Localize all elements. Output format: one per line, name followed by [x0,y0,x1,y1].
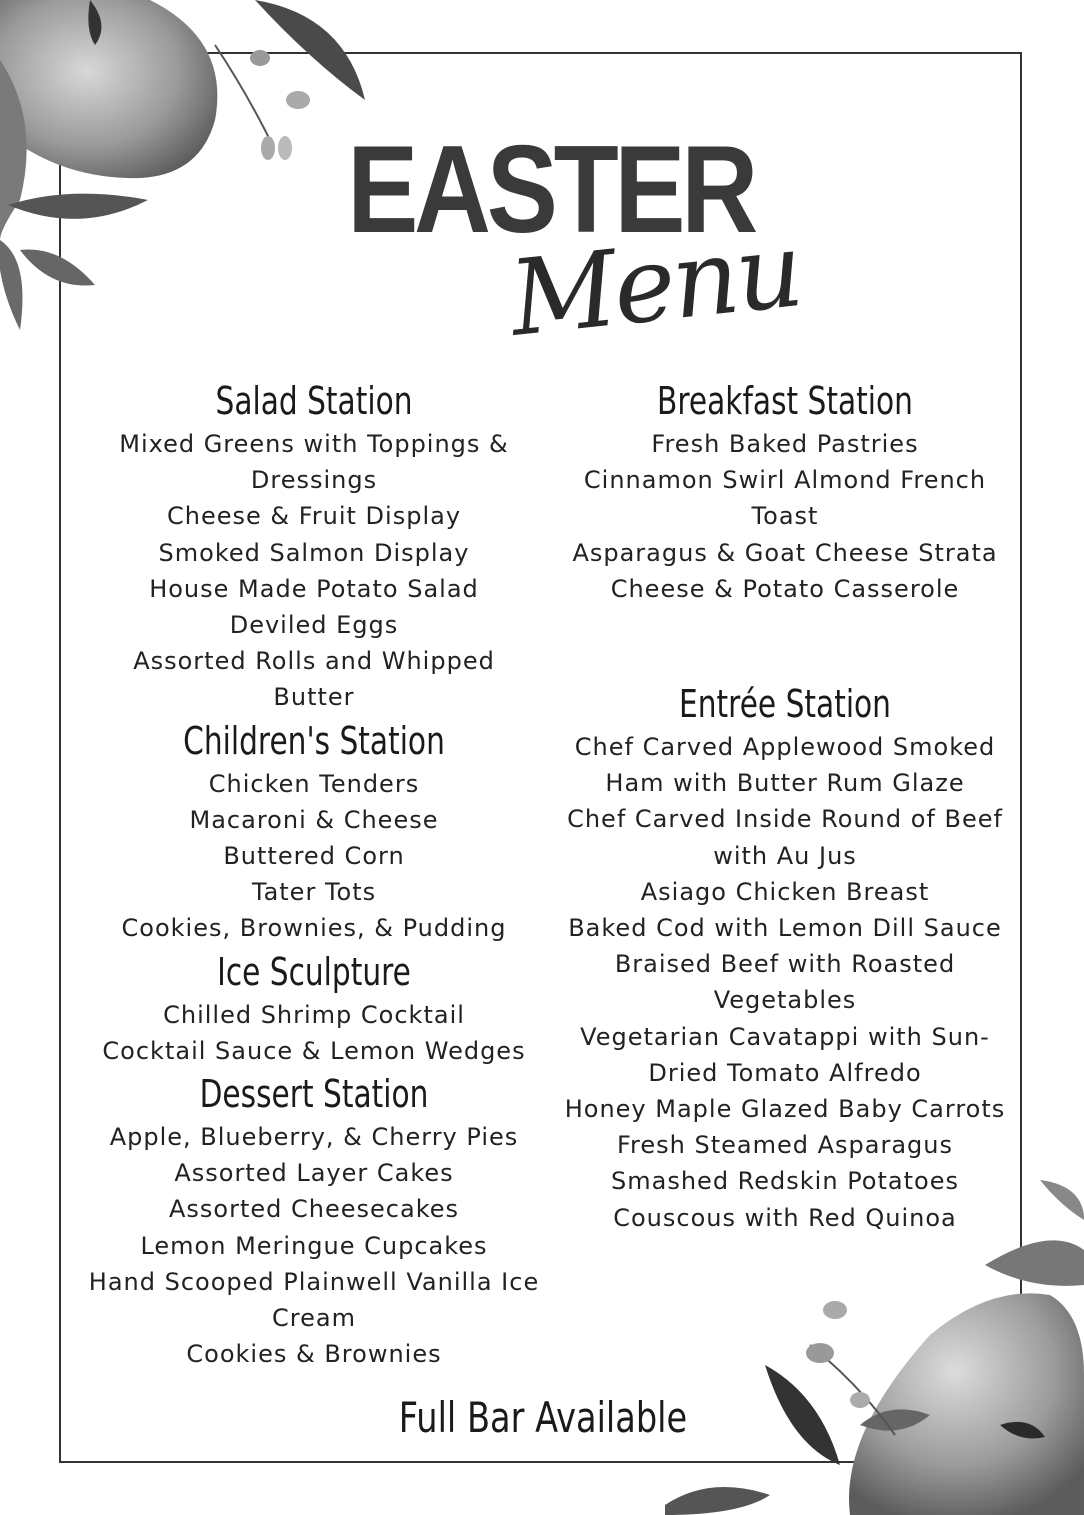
menu-item: Smashed Redskin Potatoes [611,1167,959,1196]
menu-item: Chef Carved Applewood Smoked [574,733,996,762]
menu-item: Cheese & Fruit Display [166,502,462,531]
menu-item: Mixed Greens with Toppings & [119,430,509,458]
section-breakfast-station [535,379,1035,607]
menu-item: House Made Potato Salad [149,574,479,603]
menu-item: Vegetables [713,986,857,1015]
menu-item: Ham with Butter Rum Glaze [605,769,965,798]
menu-item: Tater Tots [251,878,377,907]
menu-item: Deviled Eggs [229,611,399,640]
menu-item: Cream [272,1304,356,1333]
menu-item: Cookies, Brownies, & Pudding [121,914,507,943]
section-spacer [535,607,1035,679]
menu-item: Buttered Corn [223,842,405,871]
menu-item: Couscous with Red Quinoa [613,1203,957,1232]
menu-item: Assorted Cheesecakes [169,1195,459,1224]
section-heading: Dessert Station [199,1072,429,1117]
menu-item: Cookies & Brownies [186,1340,442,1369]
menu-item: Cocktail Sauce & Lemon Wedges [102,1036,526,1065]
menu-item: Vegetarian Cavatappi with Sun- [580,1022,990,1051]
section-heading: Salad Station [215,379,413,423]
section-ice-sculpture [60,949,568,1069]
section-heading: Entrée Station [679,682,891,727]
menu-subtitle: Menu [504,208,806,360]
menu-item: Macaroni & Cheese [189,805,439,834]
menu-item: Hand Scooped Plainwell Vanilla Ice [88,1267,540,1296]
menu-item: Apple, Blueberry, & Cherry Pies [109,1123,519,1152]
menu-item: Chicken Tenders [208,769,420,798]
menu-title: EASTER [347,121,754,259]
menu-item: Dried Tomato Alfredo [648,1058,922,1087]
menu-item: Fresh Baked Pastries [651,430,919,458]
menu-item: Cinnamon Swirl Almond French [583,466,987,495]
menu-item: Chef Carved Inside Round of Beef [567,805,1003,834]
menu-item: Braised Beef with Roasted [614,950,956,979]
menu-item: Asiago Chicken Breast [640,877,930,906]
section-entree-station [535,682,1035,1236]
menu-item: with Au Jus [713,841,857,870]
footer-full-bar: Full Bar Available [398,1393,688,1442]
menu-item: Asparagus & Goat Cheese Strata [572,538,998,567]
menu-item: Assorted Rolls and Whipped [133,647,495,676]
menu-item: Butter [273,683,355,712]
menu-item: Lemon Meringue Cupcakes [140,1231,488,1260]
section-dessert-station [60,1072,568,1372]
section-salad-station [60,379,568,716]
section-heading: Breakfast Station [657,379,913,423]
menu-item: Honey Maple Glazed Baby Carrots [564,1095,1006,1124]
menu-item: Assorted Layer Cakes [174,1159,454,1188]
menu-item: Toast [751,502,819,531]
menu-item: Smoked Salmon Display [158,538,470,567]
menu-item: Chilled Shrimp Cocktail [163,1000,465,1029]
menu-item: Baked Cod with Lemon Dill Sauce [568,914,1002,943]
right-column [535,376,1035,1236]
left-column [60,376,568,1372]
menu-item: Cheese & Potato Casserole [610,574,960,603]
section-childrens-station [60,718,568,947]
menu-item: Fresh Steamed Asparagus [616,1131,954,1160]
section-heading: Ice Sculpture [217,949,411,994]
menu-item: Dressings [250,466,378,495]
section-heading: Children's Station [183,718,445,763]
